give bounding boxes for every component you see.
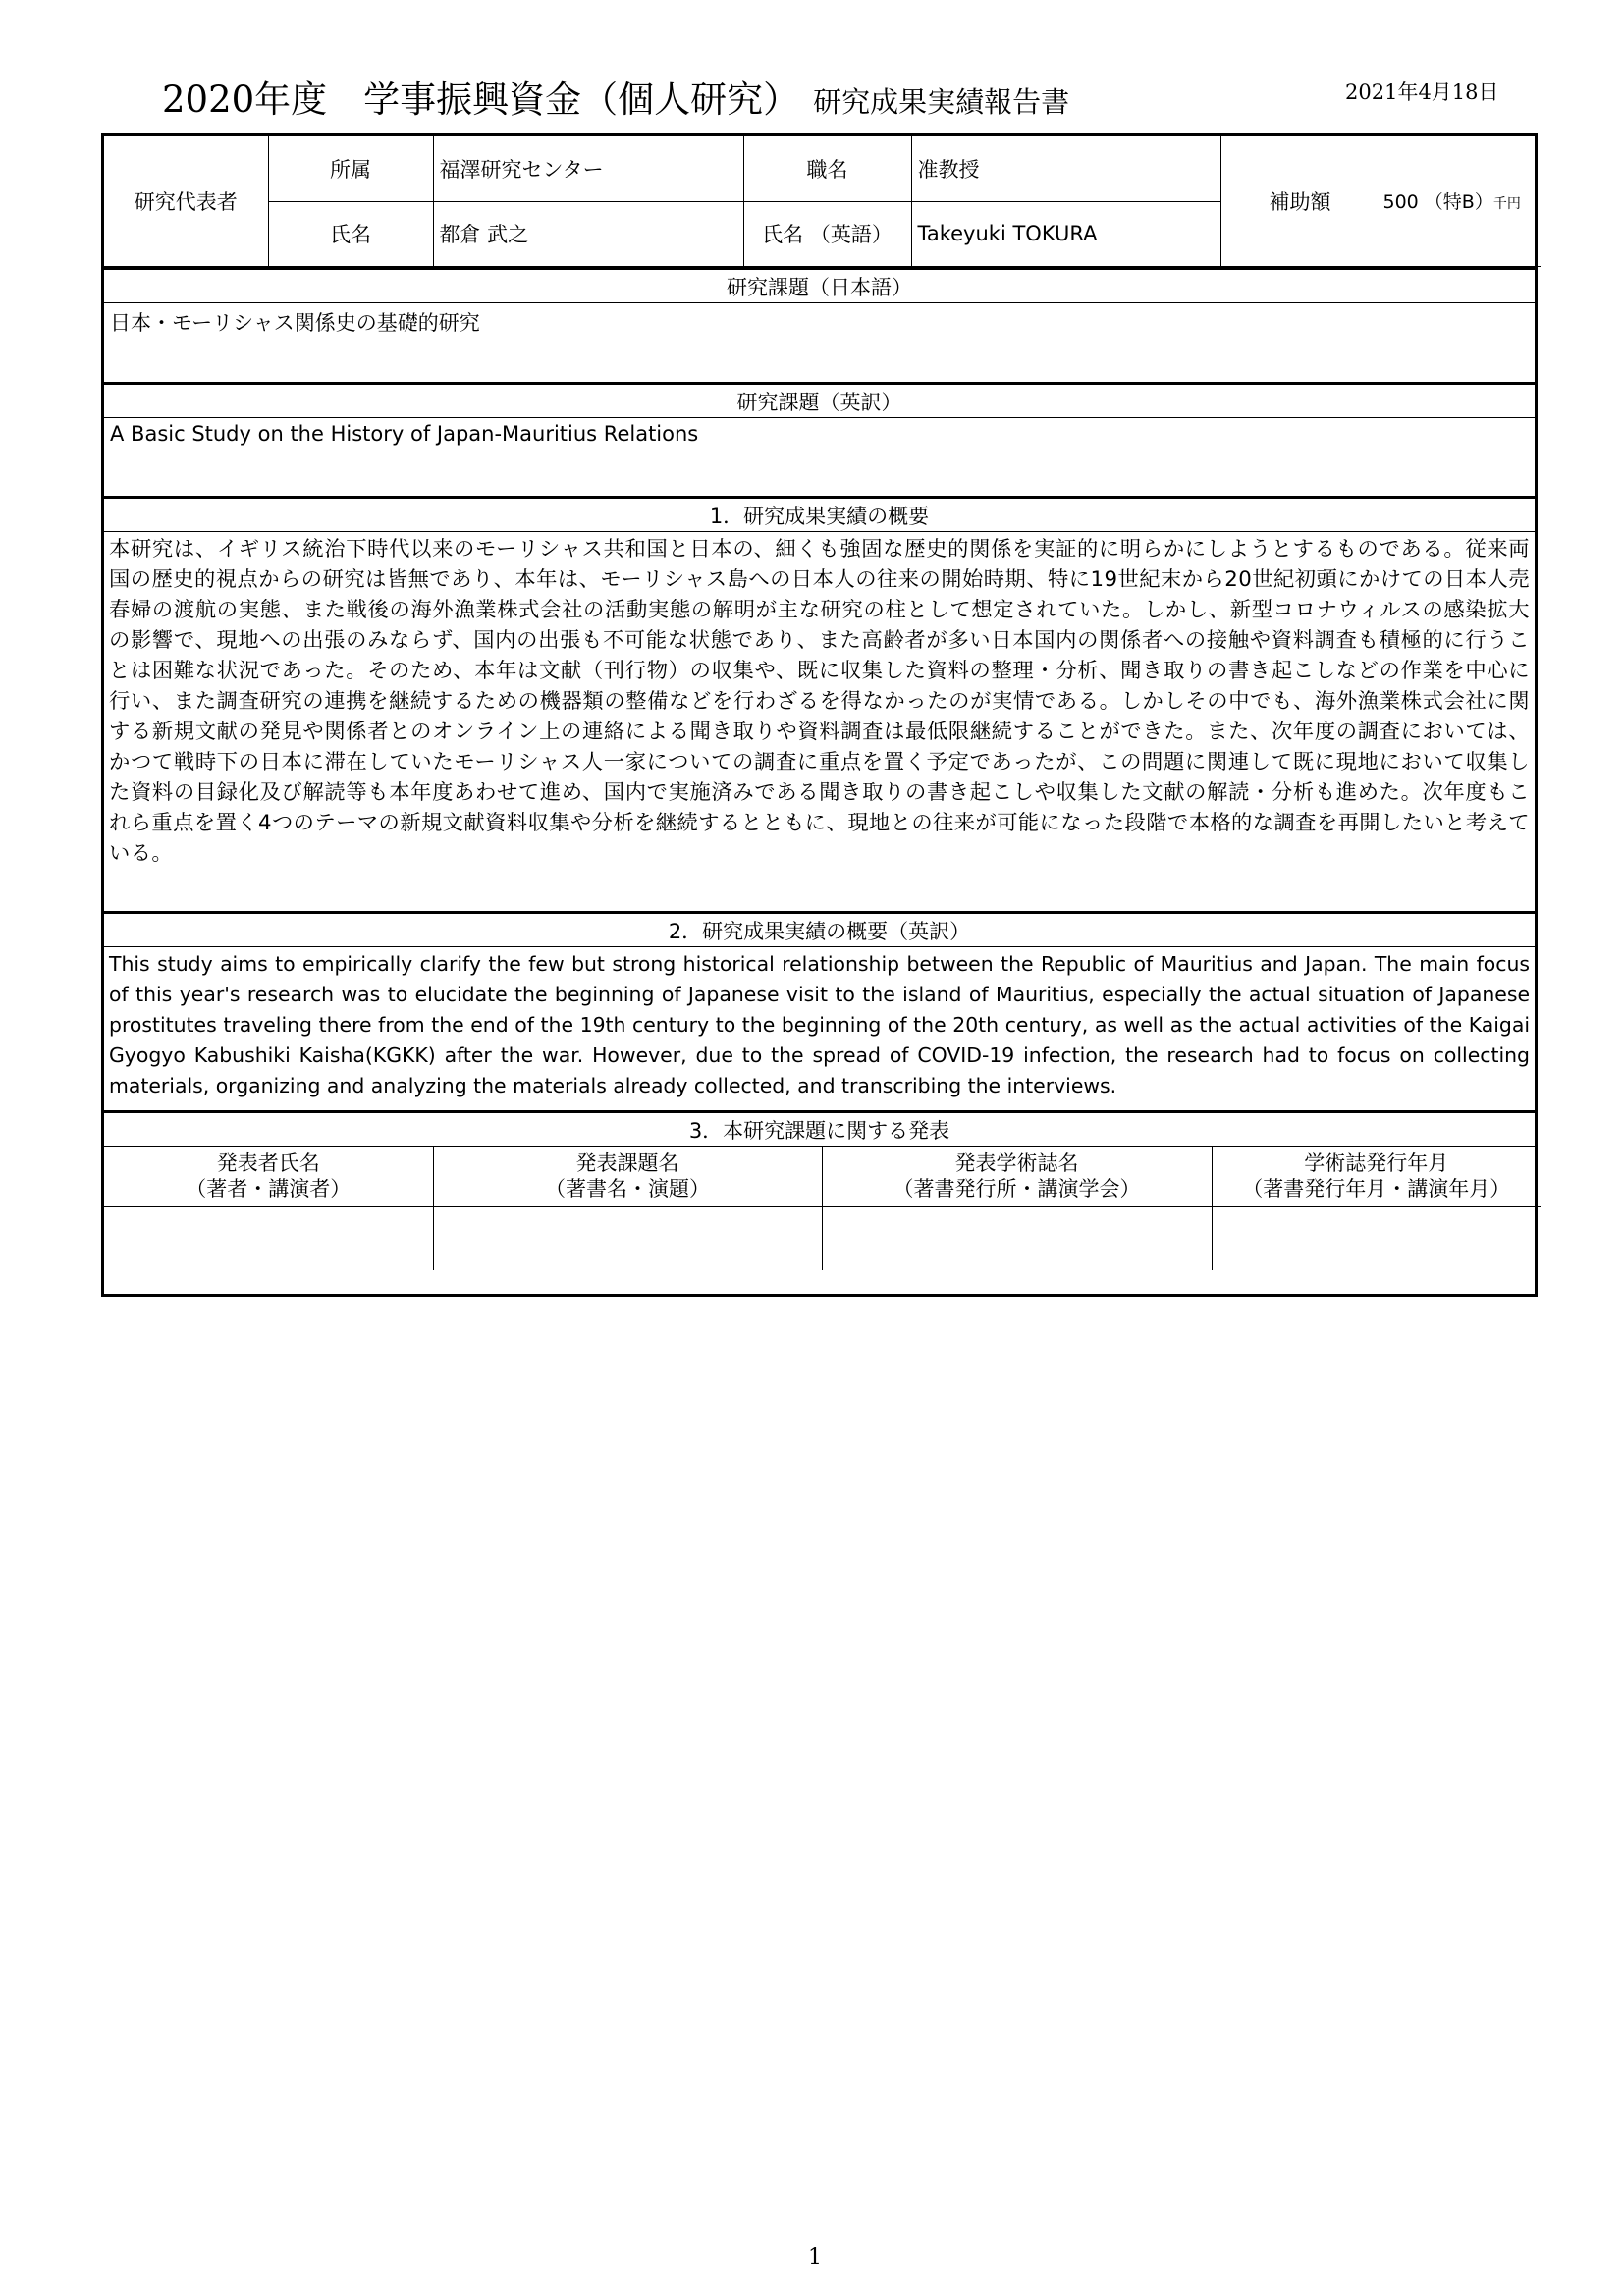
grant-value: 500 （特B） xyxy=(1382,191,1493,214)
title-main: 2020年度 学事振興資金（個人研究） xyxy=(162,79,800,121)
position-value: 准教授 xyxy=(911,136,1220,201)
pub-col-journal: 発表学術誌名 （著書発行所・講演学会） xyxy=(822,1147,1212,1207)
publications-heading: 3．本研究課題に関する発表 xyxy=(104,1110,1535,1147)
pub-col-presenter: 発表者氏名 （著者・講演者） xyxy=(104,1147,433,1207)
topic-en-body: A Basic Study on the History of Japan-Mauritius Relations xyxy=(110,421,699,446)
pub-cell-empty xyxy=(104,1207,433,1270)
affiliation-value: 福澤研究センター xyxy=(433,136,743,201)
topic-jp-heading: 研究課題（日本語） xyxy=(104,267,1535,303)
pub-cell-empty xyxy=(433,1207,822,1270)
report-date: 2021年4月18日 xyxy=(1345,80,1499,104)
pub-col-title: 発表課題名 （著書名・演題） xyxy=(433,1147,822,1207)
name-value: 都倉 武之 xyxy=(433,201,743,266)
position-label: 職名 xyxy=(743,136,911,201)
topic-jp-body: 日本・モーリシャス関係史の基礎的研究 xyxy=(110,310,480,335)
summary-jp-heading: 1．研究成果実績の概要 xyxy=(104,496,1535,532)
publications-table xyxy=(104,1147,1541,1270)
grant-cell xyxy=(1380,136,1541,266)
summary-en-body: This study aims to empirically clarify the few but strong historical relationship between the Republic of Mauritius and Japan. The main focus of this year's research was to elucidate the beginning of Japanese visit to the island of Mauritius, especially the actual situation of Japanese prostitutes traveling there from the end of the 19th century to the beginning of the 20th century, as well as the actual activities of the Kaigai Gyogyo Kabushiki Kaisha(KGKK) after the war. However, due to the spread of COVID-19 infection, the research had to focus on collecting materials, organizing and analyzing the materials already collected, and transcribing the interviews. xyxy=(109,951,1530,1097)
report-sheet xyxy=(101,133,1538,1297)
name-en-value: Takeyuki TOKURA xyxy=(911,201,1220,266)
summary-en-heading: 2．研究成果実績の概要（英訳） xyxy=(104,911,1535,947)
representative-label: 研究代表者 xyxy=(104,136,268,266)
name-en-label: 氏名 （英語） xyxy=(743,201,911,266)
affiliation-label: 所属 xyxy=(268,136,433,201)
grant-label: 補助額 xyxy=(1220,136,1380,266)
pub-col-date: 学術誌発行年月 （著書発行年月・講演年月） xyxy=(1212,1147,1541,1207)
title-sub: 研究成果実績報告書 xyxy=(813,85,1070,119)
pub-cell-empty xyxy=(822,1207,1212,1270)
summary-jp-body: 本研究は、イギリス統治下時代以来のモーリシャス共和国と日本の、細くも強固な歴史的関係を実証的に明らかにしようとするものである。従来両国の歴史的視点からの研究は皆無であり、本年は、モーリシャス島への日本人の往来の開始時期、特に19世紀末から20世紀初頭にかけての日本人売春婦の渡航の実態、また戦後の海外漁業株式会社の活動実態の解明が主な研究の柱として想定されていた。しかし、新型コロナウィルスの感染拡大の影響で、現地への出張のみならず、国内の出張も不可能な状態であり、また高齢者が多い日本国内の関係者への接触や資料調査も積極的に行うことは困難な状況であった。そのため、本年は文献（刊行物）の収集や、既に収集した資料の整理・分析、聞き取りの書き起こしなどの作業を中心に行い、また調査研究の連携を継続するための機器類の整備などを行わざるを得なかったのが実情である。しかしその中でも、海外漁業株式会社に関する新規文献の発見や関係者とのオンライン上の連絡による聞き取りや資料調査は最低限継続することができた。また、次年度の調査においては、かつて戦時下の日本に滞在していたモーリシャス人一家についての調査に重点を置く予定であったが、この問題に関連して既に現地において収集した資料の目録化及び解読等も本年度あわせて進め、国内で実施済みである聞き取りの書き起こしや収集した文献の解読・分析も進めた。次年度もこれら重点を置く4つのテーマの新規文献資料収集や分析を継続するとともに、現地との往来が可能になった段階で本格的な調査を再開したいと考えている。 xyxy=(109,536,1530,866)
topic-en-heading: 研究課題（英訳） xyxy=(104,382,1535,418)
name-label: 氏名 xyxy=(268,201,433,266)
info-table xyxy=(104,136,1541,267)
grant-unit: 千円 xyxy=(1492,196,1521,213)
pub-cell-empty xyxy=(1212,1207,1541,1270)
page-title xyxy=(162,80,1069,121)
page-number: 1 xyxy=(808,2245,822,2269)
